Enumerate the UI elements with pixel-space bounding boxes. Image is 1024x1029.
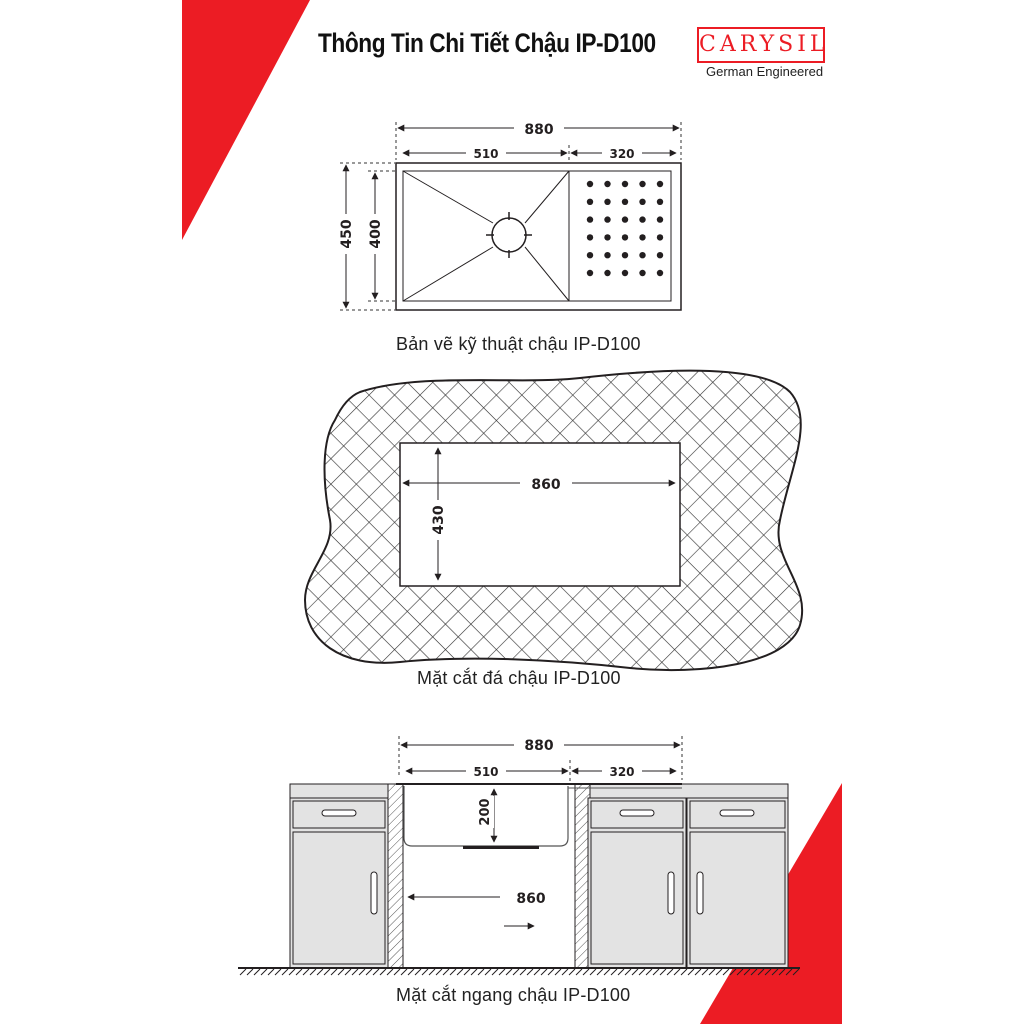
- floor-hatch-line: [240, 969, 246, 975]
- drain-hole: [587, 234, 593, 240]
- drain-hole: [639, 199, 645, 205]
- floor-hatch-line: [716, 969, 722, 975]
- floor-hatch-line: [471, 969, 477, 975]
- floor-hatch-line: [352, 969, 358, 975]
- caption-stone-cutout: Mặt cắt đá chậu IP-D100: [417, 668, 621, 688]
- drain-hole: [639, 216, 645, 222]
- floor-hatch-line: [415, 969, 421, 975]
- floor-hatch-line: [345, 969, 351, 975]
- stone-cutout: [305, 371, 802, 670]
- floor-hatch-line: [513, 969, 519, 975]
- floor-hatch-line: [317, 969, 323, 975]
- floor-hatch-line: [247, 969, 253, 975]
- dim-drainboard-width-label: 320: [609, 147, 635, 161]
- floor-hatch-line: [331, 969, 337, 975]
- floor-hatch-line: [625, 969, 631, 975]
- dim-cut-width-label: 860: [531, 477, 561, 493]
- floor-hatch-line: [422, 969, 428, 975]
- red-accent-top-left: [182, 0, 310, 240]
- floor-hatch-line: [569, 969, 575, 975]
- floor-hatch-line: [324, 969, 330, 975]
- floor-hatch-line: [429, 969, 435, 975]
- floor-hatch-line: [261, 969, 267, 975]
- floor-hatch-line: [723, 969, 729, 975]
- floor-hatch-line: [604, 969, 610, 975]
- drain-hole: [622, 252, 628, 258]
- floor-hatch-line: [653, 969, 659, 975]
- floor-hatch-line: [590, 969, 596, 975]
- dim-depth-label: 200: [478, 798, 493, 826]
- dim-cabinet-width-label: 860: [516, 891, 546, 907]
- dim-inner-height-label: 400: [368, 219, 384, 249]
- floor-hatch-line: [380, 969, 386, 975]
- floor-hatch-line: [457, 969, 463, 975]
- brand-tagline: German Engineered: [706, 64, 824, 79]
- door-right: [690, 832, 785, 964]
- dim-bowl-width-label: 510: [473, 147, 499, 161]
- floor-hatch: [240, 969, 799, 975]
- floor-hatch-line: [359, 969, 365, 975]
- cabinet-left: [290, 798, 388, 968]
- wall-left: [388, 784, 403, 968]
- floor-hatch-line: [394, 969, 400, 975]
- floor-hatch-line: [562, 969, 568, 975]
- drain-hole: [657, 234, 663, 240]
- drain-hole: [622, 216, 628, 222]
- drain-hole: [604, 234, 610, 240]
- floor-hatch-line: [450, 969, 456, 975]
- floor-hatch-line: [534, 969, 540, 975]
- drain-hole: [657, 199, 663, 205]
- dim-cut-height-label: 430: [431, 505, 447, 535]
- floor-hatch-line: [492, 969, 498, 975]
- cabinet-middle: [588, 798, 686, 968]
- drain-hole: [587, 270, 593, 276]
- drain-hole: [657, 216, 663, 222]
- drain-hole: [622, 234, 628, 240]
- floor-hatch-line: [667, 969, 673, 975]
- floor-hatch-line: [576, 969, 582, 975]
- floor-hatch-line: [408, 969, 414, 975]
- floor-hatch-line: [478, 969, 484, 975]
- floor-hatch-line: [688, 969, 694, 975]
- floor-hatch-line: [443, 969, 449, 975]
- floor-hatch-line: [660, 969, 666, 975]
- sink-top-view: [396, 163, 681, 310]
- floor-hatch-line: [695, 969, 701, 975]
- drain-hole: [604, 252, 610, 258]
- drain-hole: [622, 199, 628, 205]
- drain-hole: [604, 181, 610, 187]
- floor-hatch-line: [639, 969, 645, 975]
- drain-hole: [639, 270, 645, 276]
- floor-hatch-line: [632, 969, 638, 975]
- drain-hole: [639, 234, 645, 240]
- drain-hole: [604, 199, 610, 205]
- countertop-right: [575, 784, 788, 798]
- floor-hatch-line: [646, 969, 652, 975]
- floor-hatch-line: [275, 969, 281, 975]
- technical-drawing: [336, 120, 681, 310]
- floor-hatch-line: [520, 969, 526, 975]
- floor-hatch-line: [401, 969, 407, 975]
- floor-hatch-line: [282, 969, 288, 975]
- floor-hatch-line: [499, 969, 505, 975]
- floor-hatch-line: [583, 969, 589, 975]
- floor-hatch-line: [296, 969, 302, 975]
- countertop-left: [290, 784, 403, 798]
- dim-total-width-label: 880: [524, 122, 554, 138]
- floor-hatch-line: [254, 969, 260, 975]
- floor-hatch-line: [310, 969, 316, 975]
- floor-hatch-line: [303, 969, 309, 975]
- floor-hatch-line: [541, 969, 547, 975]
- brand-logo: CARYSIL: [697, 27, 825, 63]
- drain-hole: [587, 252, 593, 258]
- floor-hatch-line: [597, 969, 603, 975]
- page-title: Thông Tin Chi Tiết Chậu IP-D100: [318, 28, 656, 58]
- floor-hatch-line: [366, 969, 372, 975]
- caption-technical-drawing: Bản vẽ kỹ thuật chậu IP-D100: [396, 334, 641, 354]
- dim-section-drainboard-width-label: 320: [609, 765, 635, 779]
- floor-hatch-line: [464, 969, 470, 975]
- floor-hatch-line: [709, 969, 715, 975]
- floor-hatch-line: [674, 969, 680, 975]
- drain-outlet: [463, 846, 539, 849]
- dim-section-bowl-width-label: 510: [473, 765, 499, 779]
- drain-hole: [622, 270, 628, 276]
- floor-hatch-line: [485, 969, 491, 975]
- dim-outer-height-label: 450: [339, 219, 355, 249]
- drain-icon: [492, 218, 526, 252]
- drain-hole: [604, 270, 610, 276]
- drain-hole: [657, 270, 663, 276]
- floor-hatch-line: [387, 969, 393, 975]
- caption-cross-section: Mặt cắt ngang chậu IP-D100: [396, 985, 631, 1005]
- floor-hatch-line: [373, 969, 379, 975]
- floor-hatch-line: [527, 969, 533, 975]
- floor-hatch-line: [338, 969, 344, 975]
- floor-hatch-line: [555, 969, 561, 975]
- drain-hole: [639, 252, 645, 258]
- drain-hole: [604, 216, 610, 222]
- dim-section-total-width-label: 880: [524, 738, 554, 754]
- floor-hatch-line: [548, 969, 554, 975]
- drain-hole: [587, 216, 593, 222]
- floor-hatch-line: [436, 969, 442, 975]
- cross-section: [238, 736, 800, 975]
- drain-hole: [657, 252, 663, 258]
- drain-hole: [639, 181, 645, 187]
- drain-hole: [657, 181, 663, 187]
- drain-hole: [587, 181, 593, 187]
- floor-hatch-line: [268, 969, 274, 975]
- floor-hatch-line: [702, 969, 708, 975]
- floor-hatch-line: [506, 969, 512, 975]
- drain-hole: [587, 199, 593, 205]
- cabinet-right: [687, 798, 788, 968]
- floor-hatch-line: [681, 969, 687, 975]
- floor-hatch-line: [618, 969, 624, 975]
- floor-hatch-line: [611, 969, 617, 975]
- floor-hatch-line: [289, 969, 295, 975]
- drain-hole: [622, 181, 628, 187]
